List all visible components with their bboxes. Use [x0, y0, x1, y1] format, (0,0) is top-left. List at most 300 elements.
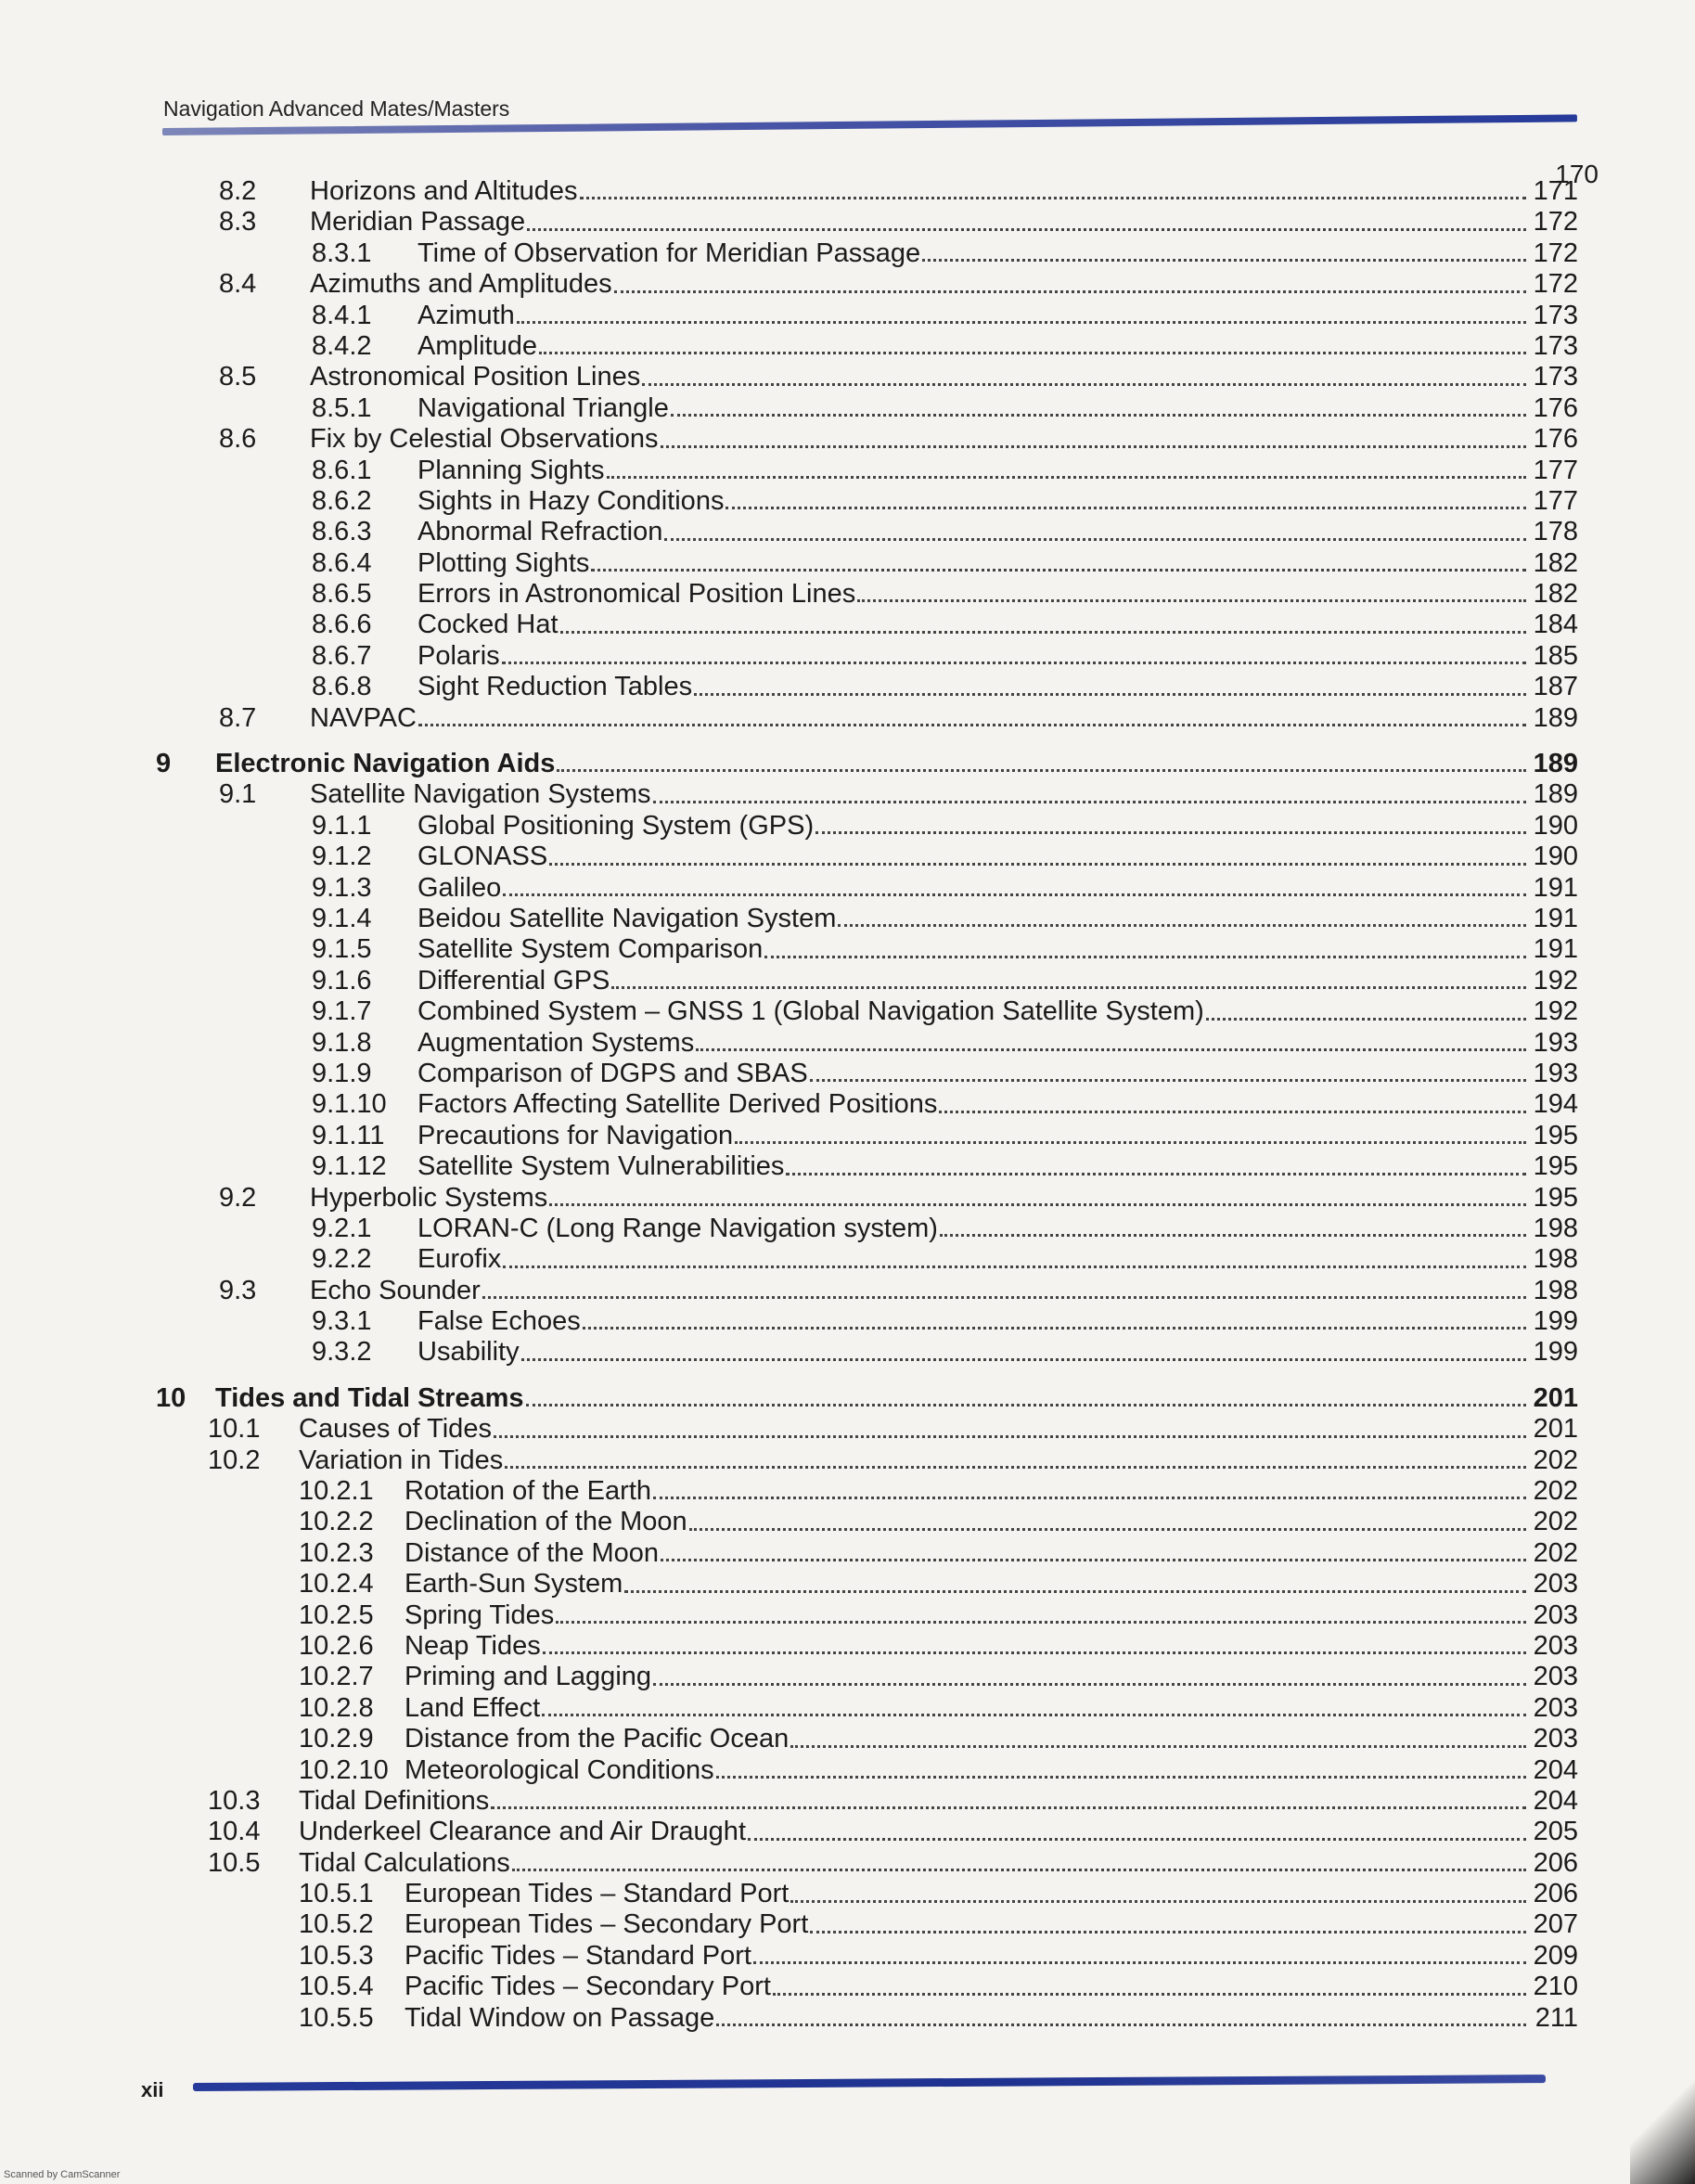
toc-section-title: Plotting Sights — [417, 547, 590, 578]
toc-title-line — [404, 1569, 1578, 1599]
toc-row — [0, 1817, 1695, 1847]
toc-title-line — [417, 1089, 1578, 1120]
toc-title-line — [299, 1848, 1578, 1879]
toc-section-title: Azimuth — [417, 300, 515, 330]
toc-section-title: Beidou Satellite Navigation System — [417, 903, 837, 933]
toc-page-number: 203 — [1533, 1692, 1578, 1723]
toc-section-number: 9.1.10 — [312, 1089, 387, 1120]
toc-row — [0, 1879, 1695, 1909]
toc-title-line — [310, 362, 1578, 392]
toc-title-line — [404, 1662, 1578, 1692]
toc-title-line — [417, 548, 1578, 579]
toc-page-number: 190 — [1533, 810, 1578, 841]
toc-page-number: 202 — [1533, 1476, 1578, 1507]
toc-page-number: 206 — [1533, 1847, 1578, 1878]
toc-title-line — [299, 1445, 1578, 1476]
toc-page-number: 182 — [1533, 579, 1578, 610]
toc-section-title: Time of Observation for Meridian Passage — [417, 238, 921, 268]
toc-row — [0, 1631, 1695, 1662]
toc-row — [0, 456, 1695, 486]
page-corner-shadow — [1630, 2073, 1695, 2184]
toc-title-line — [310, 1276, 1578, 1306]
toc-section-title: LORAN-C (Long Range Navigation system) — [417, 1213, 938, 1243]
toc-section-number: 9.1.7 — [312, 996, 372, 1027]
toc-page-number: 189 — [1533, 702, 1578, 733]
toc-title-line — [310, 703, 1578, 734]
toc-leader-dots — [614, 290, 1526, 293]
toc-section-number: 9.1.2 — [312, 841, 372, 872]
toc-page-number: 191 — [1533, 872, 1578, 903]
toc-section-number: 8.4.2 — [312, 330, 372, 361]
toc-title-line — [404, 1755, 1578, 1786]
toc-page-number: 182 — [1533, 547, 1578, 578]
toc-section-title: Earth-Sun System — [404, 1569, 623, 1599]
toc-page-number: 198 — [1533, 1244, 1578, 1275]
toc-section-number: 8.3.1 — [312, 238, 372, 268]
toc-page-number: 178 — [1533, 517, 1578, 547]
toc-page-number: 177 — [1533, 455, 1578, 485]
toc-title-line — [417, 1151, 1578, 1182]
toc-section-title: Land Effect — [404, 1692, 541, 1723]
toc-section-number: 10.2.6 — [299, 1630, 374, 1661]
toc-section-number: 10.2 — [208, 1445, 261, 1475]
toc-section-title: Variation in Tides — [299, 1445, 504, 1475]
toc-row — [0, 1121, 1695, 1151]
toc-section-number: 10.2.9 — [299, 1724, 374, 1754]
toc-row — [0, 1445, 1695, 1476]
scanner-watermark: Scanned by CamScanner — [4, 2169, 121, 2180]
toc-title-line — [417, 811, 1578, 841]
toc-title-line — [417, 641, 1578, 672]
toc-title-line — [417, 456, 1578, 486]
toc-leader-dots — [748, 1838, 1526, 1841]
toc-section-number: 10.3 — [208, 1785, 261, 1816]
toc-page-number: 199 — [1533, 1306, 1578, 1337]
toc-row — [0, 269, 1695, 300]
toc-section-number: 9.1.4 — [312, 903, 372, 933]
toc-title-line — [299, 1414, 1578, 1445]
toc-leader-dots — [491, 1806, 1526, 1809]
toc-row — [0, 779, 1695, 810]
toc-page-number: 176 — [1533, 424, 1578, 455]
toc-section-title: Distance of the Moon — [404, 1537, 660, 1568]
toc-leader-dots — [786, 1173, 1526, 1176]
toc-section-title: Underkeel Clearance and Air Draught — [299, 1817, 746, 1847]
toc-leader-dots — [664, 538, 1526, 541]
footer-rule — [193, 2075, 1546, 2091]
toc-leader-dots — [939, 1111, 1526, 1113]
toc-section-title: Fix by Celestial Observations — [310, 424, 659, 455]
toc-title-line — [417, 1244, 1578, 1275]
toc-title-line — [417, 1306, 1578, 1337]
toc-page-number: 202 — [1533, 1507, 1578, 1537]
toc-section-number: 9.3.2 — [312, 1337, 372, 1368]
toc-section-number: 9.3.1 — [312, 1306, 372, 1337]
toc-title-line — [310, 1183, 1578, 1214]
toc-title-line — [404, 1972, 1578, 2002]
toc-section-number: 9.2 — [219, 1182, 257, 1213]
toc-section-title: Distance from the Pacific Ocean — [404, 1724, 790, 1754]
toc-page-number: 210 — [1533, 1972, 1578, 2002]
toc-title-line — [215, 749, 1578, 779]
toc-row — [0, 1276, 1695, 1306]
toc-page-number: 195 — [1533, 1120, 1578, 1150]
toc-section-title: Electronic Navigation Aids — [215, 749, 556, 779]
toc-page-number: 177 — [1533, 485, 1578, 516]
toc-section-number: 8.6.1 — [312, 455, 372, 485]
running-header: Navigation Advanced Mates/Masters — [163, 96, 510, 121]
toc-leader-dots — [505, 1466, 1526, 1469]
toc-section-title: Combined System – GNSS 1 (Global Navigation Satellite System) — [417, 996, 1204, 1027]
toc-section-number: 8.7 — [219, 702, 257, 733]
toc-title-line — [417, 1337, 1578, 1368]
toc-row — [0, 176, 1695, 207]
toc-title-line — [310, 269, 1578, 300]
toc-section-number: 9.2.2 — [312, 1244, 372, 1275]
toc-page-number: 198 — [1533, 1213, 1578, 1243]
toc-title-line — [404, 1879, 1578, 1909]
toc-leader-dots — [653, 1683, 1526, 1686]
toc-row — [0, 672, 1695, 702]
toc-row — [0, 1476, 1695, 1507]
toc-title-line — [404, 1476, 1578, 1507]
toc-leader-dots — [539, 352, 1526, 354]
toc-page-number: 211 — [1534, 2002, 1578, 2033]
toc-section-number: 9.1.12 — [312, 1151, 387, 1182]
toc-title-line — [404, 1507, 1578, 1537]
toc-leader-dots — [815, 831, 1526, 834]
toc-section-title: Declination of the Moon — [404, 1507, 687, 1537]
toc-title-line — [310, 779, 1578, 810]
toc-section-number: 8.3 — [219, 207, 257, 238]
toc-page-number: 190 — [1533, 841, 1578, 872]
toc-leader-dots — [716, 1776, 1526, 1779]
toc-title-line — [417, 331, 1578, 362]
toc-section-number: 8.6.8 — [312, 672, 372, 702]
toc-leader-dots — [694, 693, 1526, 696]
toc-section-number: 9.3 — [219, 1275, 257, 1305]
toc-row — [0, 301, 1695, 331]
toc-leader-dots — [857, 599, 1526, 602]
toc-section-title: Tides and Tidal Streams — [215, 1382, 524, 1413]
toc-section-number: 9.1.6 — [312, 965, 372, 996]
toc-leader-dots — [661, 1559, 1526, 1561]
toc-chapter-row — [0, 1383, 1695, 1414]
toc-leader-dots — [764, 956, 1526, 958]
toc-chapter-row — [0, 749, 1695, 779]
toc-page-number: 203 — [1533, 1630, 1578, 1661]
toc-section-title: Pacific Tides – Standard Port — [404, 1940, 751, 1971]
toc-page-number: 171 — [1533, 176, 1578, 206]
toc-page-number: 203 — [1533, 1662, 1578, 1692]
toc-section-number: 9.2.1 — [312, 1213, 372, 1243]
toc-row — [0, 641, 1695, 672]
toc-section-number: 10.5 — [208, 1847, 261, 1878]
toc-page-number: 192 — [1533, 965, 1578, 996]
toc-page-number: 207 — [1533, 1909, 1578, 1940]
toc-section-title: Hyperbolic Systems — [310, 1182, 548, 1213]
toc-title-line — [417, 486, 1578, 517]
toc-row — [0, 1693, 1695, 1724]
toc-page-number: 202 — [1533, 1537, 1578, 1568]
toc-section-title: Abnormal Refraction — [417, 517, 663, 547]
toc-section-number: 8.6.4 — [312, 547, 372, 578]
toc-row — [0, 703, 1695, 734]
toc-page-number: 189 — [1533, 779, 1578, 810]
toc-section-number: 8.2 — [219, 176, 257, 206]
toc-section-number: 10.2.5 — [299, 1599, 374, 1630]
toc-section-title: Satellite System Comparison — [417, 934, 764, 965]
toc-leader-dots — [502, 662, 1526, 664]
toc-section-title: Comparison of DGPS and SBAS — [417, 1058, 808, 1088]
toc-section-title: Azimuths and Amplitudes — [310, 269, 612, 300]
toc-leader-dots — [527, 228, 1526, 231]
toc-row — [0, 841, 1695, 872]
toc-section-number: 8.6 — [219, 424, 257, 455]
toc-section-number: 10.5.4 — [299, 1972, 374, 2002]
toc-title-line — [417, 672, 1578, 702]
toc-page-number: 191 — [1533, 934, 1578, 965]
toc-title-line — [417, 873, 1578, 904]
toc-page-number: 203 — [1533, 1724, 1578, 1754]
toc-leader-dots — [611, 986, 1526, 989]
toc-leader-dots — [661, 445, 1526, 448]
toc-section-number: 10.2.8 — [299, 1692, 374, 1723]
toc-row — [0, 1059, 1695, 1089]
toc-row — [0, 1414, 1695, 1445]
toc-page-number: 202 — [1533, 1445, 1578, 1475]
toc-section-title: Amplitude — [417, 330, 537, 361]
toc-title-line — [404, 1941, 1578, 1972]
toc-title-line — [299, 1817, 1578, 1847]
toc-title-line — [417, 996, 1578, 1027]
toc-section-number: 10.5.5 — [299, 2002, 374, 2033]
toc-page-number: 187 — [1533, 672, 1578, 702]
toc-section-title: Augmentation Systems — [417, 1027, 695, 1058]
toc-page-number: 201 — [1533, 1382, 1578, 1413]
toc-section-title: Navigational Triangle — [417, 392, 669, 423]
toc-page-number: 204 — [1533, 1754, 1578, 1785]
toc-title-line — [417, 1214, 1578, 1244]
toc-row — [0, 966, 1695, 996]
toc-section-title: Horizons and Altitudes — [310, 176, 578, 206]
toc-leader-dots — [503, 1265, 1526, 1268]
toc-page-number: 193 — [1533, 1058, 1578, 1088]
toc-row — [0, 1724, 1695, 1754]
toc-section-number: 9.1.5 — [312, 934, 372, 965]
carry-over-page-number: 170 — [1555, 160, 1599, 188]
toc-page-number: 191 — [1533, 903, 1578, 933]
toc-title-line — [404, 1631, 1578, 1662]
toc-title-line — [310, 424, 1578, 455]
toc-section-number: 8.6.3 — [312, 517, 372, 547]
toc-leader-dots — [494, 1435, 1526, 1438]
toc-row — [0, 424, 1695, 455]
toc-section-number: 8.6.2 — [312, 485, 372, 516]
toc-section-title: Eurofix — [417, 1244, 502, 1275]
toc-row — [0, 1600, 1695, 1631]
toc-section-title: GLONASS — [417, 841, 548, 872]
toc-section-number: 10 — [156, 1382, 186, 1413]
toc-page-number: 172 — [1533, 238, 1578, 268]
toc-section-number: 10.2.2 — [299, 1507, 374, 1537]
toc-title-line — [417, 934, 1578, 965]
toc-row — [0, 2003, 1695, 2034]
toc-page-number: 173 — [1533, 300, 1578, 330]
toc-title-line — [310, 207, 1578, 238]
toc-row — [0, 1538, 1695, 1569]
toc-title-line — [417, 610, 1578, 640]
toc-page-number: 206 — [1533, 1879, 1578, 1909]
toc-page-number: 201 — [1533, 1414, 1578, 1445]
table-of-contents — [0, 176, 1695, 2034]
toc-row — [0, 1306, 1695, 1337]
toc-title-line — [417, 1028, 1578, 1059]
toc-page-number: 203 — [1533, 1599, 1578, 1630]
toc-page-number: 209 — [1533, 1940, 1578, 1971]
toc-section-number: 8.4.1 — [312, 300, 372, 330]
toc-section-title: Factors Affecting Satellite Derived Positions — [417, 1089, 938, 1120]
toc-section-title: Echo Sounder — [310, 1275, 481, 1305]
toc-title-line — [417, 238, 1578, 269]
toc-row — [0, 1183, 1695, 1214]
toc-section-title: European Tides – Standard Port — [404, 1879, 790, 1909]
toc-row — [0, 1972, 1695, 2002]
toc-section-number: 9 — [156, 749, 172, 779]
toc-page-number: 173 — [1533, 330, 1578, 361]
toc-leader-dots — [543, 1651, 1526, 1654]
toc-row — [0, 1244, 1695, 1275]
toc-leader-dots — [696, 1048, 1526, 1051]
toc-section-number: 8.6.5 — [312, 579, 372, 610]
toc-row — [0, 517, 1695, 547]
toc-leader-dots — [1206, 1018, 1526, 1021]
toc-section-title: Sight Reduction Tables — [417, 672, 693, 702]
toc-section-title: Errors in Astronomical Position Lines — [417, 579, 856, 610]
toc-page-number: 192 — [1533, 996, 1578, 1027]
toc-section-number: 10.1 — [208, 1414, 261, 1445]
toc-section-number: 10.2.7 — [299, 1662, 374, 1692]
toc-row — [0, 1089, 1695, 1120]
toc-row — [0, 362, 1695, 392]
toc-section-title: Satellite System Vulnerabilities — [417, 1151, 785, 1182]
toc-row — [0, 393, 1695, 424]
toc-row — [0, 486, 1695, 517]
toc-row — [0, 1848, 1695, 1879]
toc-row — [0, 811, 1695, 841]
toc-title-line — [404, 1600, 1578, 1631]
toc-section-title: Differential GPS — [417, 965, 610, 996]
toc-row — [0, 1028, 1695, 1059]
toc-title-line — [417, 517, 1578, 547]
toc-leader-dots — [653, 801, 1527, 803]
toc-section-title: Satellite Navigation Systems — [310, 779, 651, 810]
toc-row — [0, 1755, 1695, 1786]
toc-section-title: Galileo — [417, 872, 502, 903]
toc-section-title: Causes of Tides — [299, 1414, 492, 1445]
toc-section-title: Tidal Window on Passage — [404, 2002, 715, 2033]
toc-row — [0, 610, 1695, 640]
toc-leader-dots — [735, 1141, 1526, 1144]
toc-title-line — [404, 1538, 1578, 1569]
toc-row — [0, 1941, 1695, 1972]
toc-title-line — [310, 176, 1578, 207]
toc-section-title: Global Positioning System (GPS) — [417, 810, 815, 841]
toc-leader-dots — [940, 1234, 1526, 1237]
toc-leader-dots — [526, 1404, 1526, 1407]
toc-leader-dots — [753, 1961, 1526, 1964]
toc-title-line — [299, 1786, 1578, 1817]
toc-section-number: 10.2.4 — [299, 1569, 374, 1599]
toc-row — [0, 1337, 1695, 1368]
toc-section-number: 10.2.10 — [299, 1754, 389, 1785]
toc-leader-dots — [653, 1497, 1526, 1499]
toc-section-number: 8.4 — [219, 269, 257, 300]
toc-section-title: Polaris — [417, 640, 500, 671]
toc-section-number: 10.2.3 — [299, 1537, 374, 1568]
toc-section-title: False Echoes — [417, 1306, 581, 1337]
toc-page-number: 172 — [1533, 207, 1578, 238]
toc-title-line — [404, 1693, 1578, 1724]
toc-section-number: 10.2.1 — [299, 1476, 374, 1507]
toc-section-title: Meridian Passage — [310, 207, 526, 238]
toc-section-title: Planning Sights — [417, 455, 605, 485]
toc-section-number: 9.1.1 — [312, 810, 372, 841]
toc-leader-dots — [503, 893, 1526, 896]
toc-row — [0, 1214, 1695, 1244]
toc-leader-dots — [482, 1296, 1526, 1299]
toc-row — [0, 1151, 1695, 1182]
toc-leader-dots — [607, 476, 1526, 479]
toc-section-number: 9.1.8 — [312, 1027, 372, 1058]
toc-title-line — [417, 1121, 1578, 1151]
toc-section-title: Cocked Hat — [417, 610, 559, 640]
toc-section-number: 10.5.1 — [299, 1879, 374, 1909]
toc-page-number: 194 — [1533, 1089, 1578, 1120]
toc-leader-dots — [922, 259, 1526, 262]
toc-section-title: Rotation of the Earth — [404, 1476, 651, 1507]
toc-page-number: 205 — [1533, 1817, 1578, 1847]
toc-leader-dots — [549, 1203, 1526, 1206]
toc-section-title: Meteorological Conditions — [404, 1754, 714, 1785]
toc-leader-dots — [838, 924, 1526, 927]
toc-page-number: 195 — [1533, 1182, 1578, 1213]
toc-leader-dots — [560, 631, 1526, 634]
toc-leader-dots — [810, 1079, 1526, 1082]
toc-section-number: 10.5.2 — [299, 1909, 374, 1940]
toc-section-title: Sights in Hazy Conditions — [417, 485, 725, 516]
toc-title-line — [404, 1724, 1578, 1754]
toc-leader-dots — [671, 414, 1526, 417]
toc-section-number: 9.1 — [219, 779, 257, 810]
toc-leader-dots — [542, 1714, 1526, 1716]
toc-title-line — [417, 301, 1578, 331]
toc-title-line — [417, 393, 1578, 424]
toc-row — [0, 1569, 1695, 1599]
toc-title-line — [417, 966, 1578, 996]
toc-title-line — [417, 841, 1578, 872]
toc-row — [0, 1662, 1695, 1692]
toc-leader-dots — [556, 1621, 1526, 1624]
toc-section-title: Astronomical Position Lines — [310, 362, 641, 392]
toc-section-title: Neap Tides — [404, 1630, 541, 1661]
toc-leader-dots — [512, 1869, 1526, 1871]
toc-page-number: 198 — [1533, 1275, 1578, 1305]
toc-section-title: Priming and Lagging — [404, 1662, 652, 1692]
toc-leader-dots — [557, 769, 1526, 772]
toc-section-title: Spring Tides — [404, 1599, 555, 1630]
toc-leader-dots — [521, 1358, 1526, 1361]
